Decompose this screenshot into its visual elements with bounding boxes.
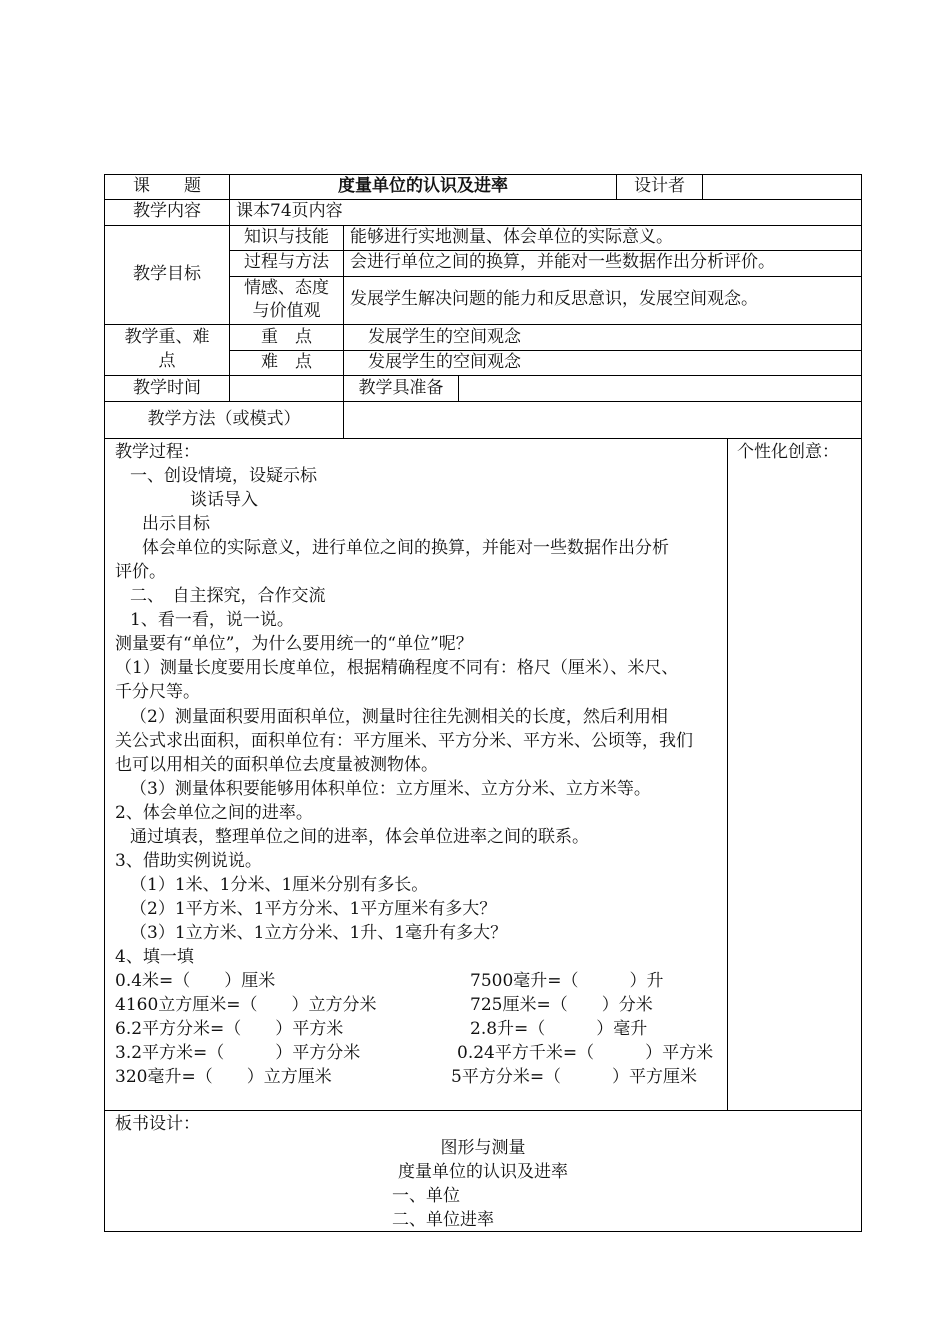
fill-item-left: 320毫升=（ ）立方厘米 — [115, 1067, 332, 1087]
process-line: （2）测量面积要用面积单位，测量时往往先测相关的长度，然后利用相 — [130, 707, 668, 727]
process-line: （1）1米、1分米、1厘米分别有多长。 — [130, 875, 429, 895]
process-line: 3、借助实例说说。 — [115, 851, 262, 871]
process-line: （3）1立方米、1立方分米、1升、1毫升有多大？ — [130, 923, 508, 943]
fill-item-left: 3.2平方米=（ ）平方分米 — [115, 1043, 361, 1063]
process-line: 体会单位的实际意义，进行单位之间的换算，并能对一些数据作出分析 — [142, 538, 669, 558]
board-label: 板书设计： — [115, 1114, 200, 1134]
process-line: 2、体会单位之间的进率。 — [115, 803, 313, 823]
goals-label: 教学目标 — [133, 264, 201, 284]
topic-title: 度量单位的认识及进率 — [338, 176, 508, 196]
process-line: 4、填一填 — [115, 947, 194, 967]
difficult-point-label: 难 点 — [261, 352, 312, 372]
keypoints-label-line1: 教学重、难 — [124, 327, 210, 347]
fill-item-left: 4160立方厘米=（ ）立方分米 — [115, 995, 377, 1015]
process-heading: 教学过程： — [115, 442, 200, 462]
topic-label: 课 题 — [133, 176, 201, 196]
goal-label-process: 过程与方法 — [244, 252, 329, 272]
process-line: （3）测量体积要能够用体积单位：立方厘米、立方分米、立方米等。 — [130, 779, 651, 799]
goal-text-knowledge: 能够进行实地测量、体会单位的实际意义。 — [350, 227, 673, 247]
process-line: 评价。 — [115, 562, 166, 582]
goal-text-process: 会进行单位之间的换算，并能对一些数据作出分析评价。 — [350, 252, 775, 272]
tools-label: 教学具准备 — [358, 378, 444, 398]
col-divider — [343, 225, 344, 324]
process-line: 出示目标 — [142, 514, 210, 534]
content-value: 课本74页内容 — [236, 201, 343, 221]
process-line: 谈话导入 — [190, 490, 258, 510]
difficult-point-text: 发展学生的空间观念 — [368, 352, 521, 372]
process-line: 也可以用相关的面积单位去度量被测物体。 — [115, 755, 438, 775]
goal-label-knowledge: 知识与技能 — [244, 227, 329, 247]
content-label: 教学内容 — [133, 201, 201, 221]
fill-item-left: 6.2平方分米=（ ）平方米 — [115, 1019, 344, 1039]
row-divider — [104, 1110, 862, 1111]
col-divider — [727, 438, 728, 1110]
designer-label: 设计者 — [634, 176, 685, 196]
fill-item-right: 0.24平方千米=（ ）平方米 — [457, 1043, 714, 1063]
fill-item-left: 0.4米=（ ）厘米 — [115, 971, 276, 991]
process-line: 测量要有“单位”，为什么要用统一的“单位”呢？ — [115, 634, 473, 654]
fill-item-right: 2.8升=（ ）毫升 — [470, 1019, 648, 1039]
fill-item-right: 5平方分米=（ ）平方厘米 — [451, 1067, 698, 1087]
process-line: 关公式求出面积，面积单位有：平方厘米、平方分米、平方米、公顷等，我们 — [115, 731, 693, 751]
keypoints-label-line2: 点 — [158, 351, 176, 371]
board-item-1: 一、单位 — [392, 1186, 460, 1206]
row-divider — [104, 401, 862, 402]
col-divider — [458, 375, 459, 401]
board-title: 图形与测量 — [440, 1138, 526, 1158]
fill-item-right: 725厘米=（ ）分米 — [470, 995, 653, 1015]
creative-label: 个性化创意： — [737, 442, 839, 462]
process-line: 一、创设情境，设疑示标 — [130, 466, 317, 486]
process-line: 1、看一看，说一说。 — [130, 610, 294, 630]
process-line: 通过填表，整理单位之间的进率，体会单位进率之间的联系。 — [130, 827, 589, 847]
fill-item-right: 7500毫升=（ ）升 — [470, 971, 664, 991]
board-subtitle: 度量单位的认识及进率 — [398, 1162, 568, 1182]
time-label: 教学时间 — [133, 378, 201, 398]
goal-label-emotion-line2: 与价值观 — [252, 301, 321, 321]
goal-label-emotion-line1: 情感、态度 — [244, 278, 329, 298]
row-divider — [104, 438, 862, 439]
process-line: 千分尺等。 — [115, 682, 200, 702]
goal-text-emotion: 发展学生解决问题的能力和反思意识，发展空间观念。 — [350, 289, 758, 309]
key-point-text: 发展学生的空间观念 — [368, 327, 521, 347]
board-item-2: 二、单位进率 — [392, 1210, 494, 1230]
table-right-border — [861, 174, 862, 1232]
process-line: （1）测量长度要用长度单位，根据精确程度不同有：格尺（厘米）、米尺、 — [115, 658, 679, 678]
key-point-label: 重 点 — [261, 327, 312, 347]
method-label: 教学方法（或模式） — [147, 409, 301, 429]
process-line: （2）1平方米、1平方分米、1平方厘米有多大？ — [130, 899, 497, 919]
process-line: 二、 自主探究，合作交流 — [130, 586, 326, 606]
col-divider — [702, 174, 703, 199]
